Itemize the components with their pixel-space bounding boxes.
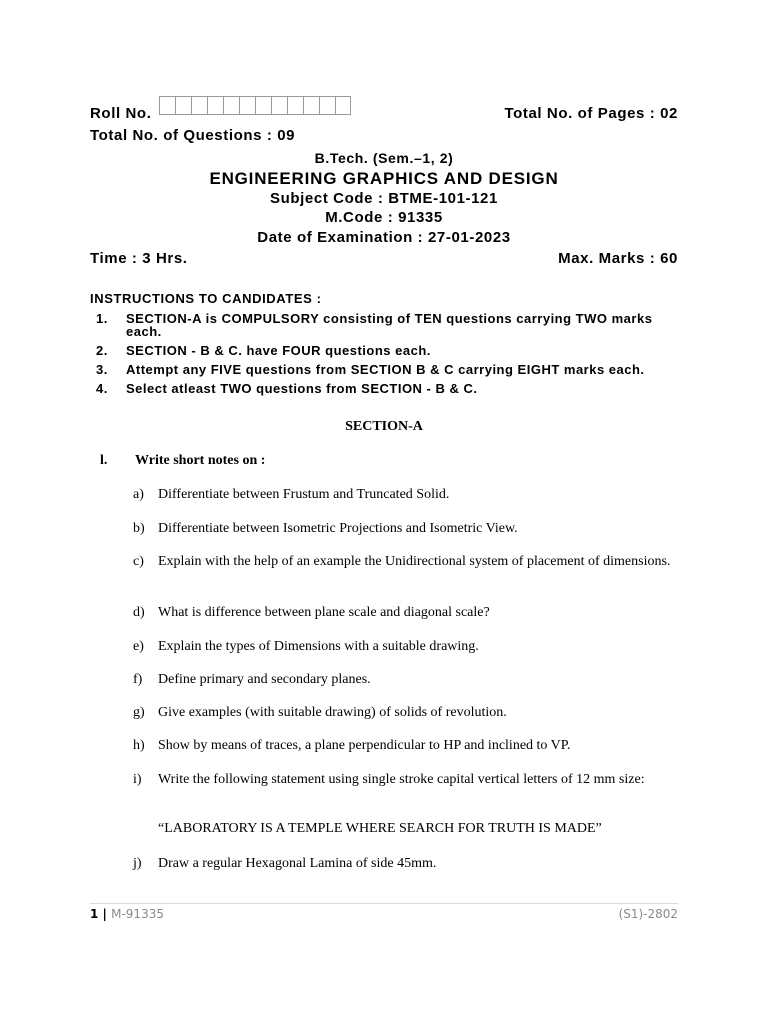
sub-question-label: c) [133, 554, 144, 569]
footer-separator: | [98, 907, 112, 921]
roll-number-box [271, 96, 287, 115]
instruction-number: 2. [96, 343, 108, 358]
sub-question-c [133, 553, 678, 587]
instruction-text: Attempt any FIVE questions from SECTION B & C carrying EIGHT marks each. [126, 362, 645, 377]
sub-question-label: i) [133, 772, 142, 787]
roll-number-box [159, 96, 175, 115]
exam-time: Time : 3 Hrs. [90, 250, 188, 267]
sub-question-text: Explain the types of Dimensions with a suitable drawing. [158, 639, 479, 654]
roll-number-box [223, 96, 239, 115]
course-name: B.Tech. (Sem.–1, 2) [314, 150, 454, 166]
subject-code: Subject Code : BTME-101-121 [270, 190, 498, 207]
instruction-item [96, 344, 680, 357]
lettering-statement: “LABORATORY IS A TEMPLE WHERE SEARCH FOR TRUTH IS MADE” [158, 821, 602, 836]
sub-question-text: Draw a regular Hexagonal Lamina of side 45mm. [158, 856, 437, 871]
sub-question-label: j) [133, 856, 142, 871]
sub-question-label: h) [133, 738, 145, 753]
instruction-number: 4. [96, 381, 108, 396]
sub-question-i [133, 771, 678, 805]
sub-question-label: f) [133, 672, 143, 687]
time-marks-row [90, 250, 678, 267]
sub-question-text: Differentiate between Isometric Projections and Isometric View. [158, 521, 518, 536]
sub-question-text: Write the following statement using single stroke capital vertical letters of 12 mm size: [158, 772, 645, 787]
roll-number-box [207, 96, 223, 115]
sub-question-text: What is difference between plane scale and diagonal scale? [158, 605, 490, 620]
roll-number-box [175, 96, 191, 115]
roll-number-boxes [159, 96, 351, 115]
sub-question-j [133, 855, 678, 872]
sub-question-f [133, 671, 678, 688]
sub-question-h [133, 737, 678, 754]
instructions-heading: INSTRUCTIONS TO CANDIDATES : [90, 291, 322, 306]
page-footer [90, 907, 678, 921]
instruction-text: Select atleast TWO questions from SECTION - B & C. [126, 381, 478, 396]
instruction-text: SECTION - B & C. have FOUR questions each. [126, 343, 431, 358]
roll-number-box [319, 96, 335, 115]
sub-question-text: Explain with the help of an example the Unidirectional system of placement of dimensions. [158, 554, 671, 569]
roll-number-box [191, 96, 207, 115]
instruction-item [96, 312, 680, 338]
roll-number-box [287, 96, 303, 115]
instruction-item [96, 382, 680, 395]
sub-question-label: b) [133, 521, 145, 536]
roll-number-box [335, 96, 351, 115]
footer-divider [90, 903, 678, 904]
section-a-title: SECTION-A [345, 419, 423, 434]
paper-code: M-91335 [111, 907, 164, 921]
roll-number-label: Roll No. [90, 105, 152, 122]
sub-question-g [133, 704, 678, 721]
instruction-text: SECTION-A is COMPULSORY consisting of TEN questions carrying TWO marks each. [126, 311, 653, 339]
question-text: Write short notes on : [135, 453, 266, 468]
page-number: 1 [90, 907, 99, 921]
sub-question-d [133, 604, 678, 621]
exam-date: Date of Examination : 27-01-2023 [257, 229, 511, 246]
max-marks: Max. Marks : 60 [558, 250, 678, 267]
instruction-number: 1. [96, 311, 108, 326]
sub-question-text: Give examples (with suitable drawing) of solids of revolution. [158, 705, 507, 720]
instructions-list [96, 312, 680, 401]
total-questions: Total No. of Questions : 09 [90, 127, 296, 144]
sub-question-text: Show by means of traces, a plane perpendicular to HP and inclined to VP. [158, 738, 571, 753]
roll-number-row [90, 96, 678, 122]
sub-question-text: Differentiate between Frustum and Truncated Solid. [158, 487, 450, 502]
instruction-number: 3. [96, 362, 108, 377]
sub-question-label: e) [133, 639, 144, 654]
sub-question-label: g) [133, 705, 145, 720]
roll-number-box [239, 96, 255, 115]
sub-question-b [133, 520, 678, 537]
sub-question-a [133, 486, 678, 503]
set-code: (S1)-2802 [618, 907, 678, 921]
subject-title: ENGINEERING GRAPHICS AND DESIGN [209, 169, 559, 188]
roll-number-box [303, 96, 319, 115]
question-number: l. [100, 453, 108, 468]
sub-question-label: d) [133, 605, 145, 620]
sub-question-e [133, 638, 678, 655]
sub-question-text: Define primary and secondary planes. [158, 672, 371, 687]
total-pages: Total No. of Pages : 02 [504, 105, 678, 122]
sub-question-label: a) [133, 487, 144, 502]
m-code: M.Code : 91335 [325, 209, 443, 226]
instruction-item [96, 363, 680, 376]
roll-number-box [255, 96, 271, 115]
